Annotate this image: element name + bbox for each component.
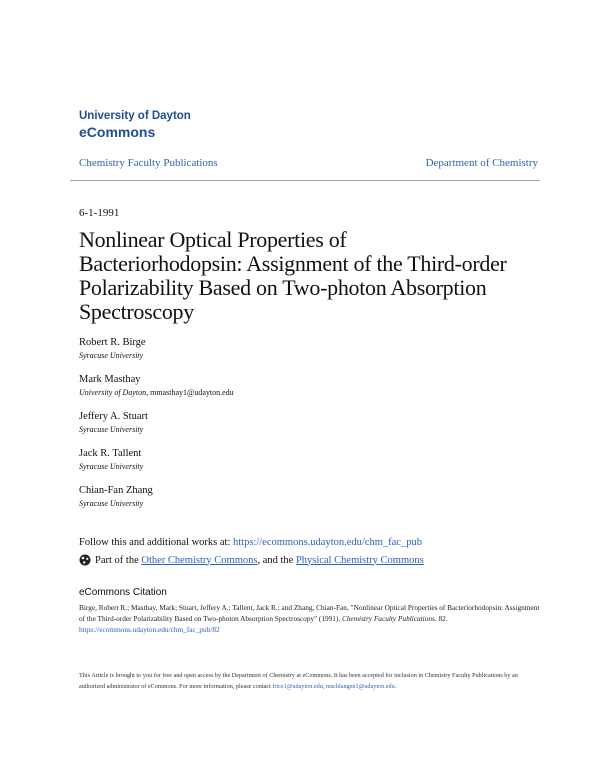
- department-of-chemistry-link[interactable]: Department of Chemistry: [425, 157, 538, 169]
- author-affiliation: Syracuse University: [79, 425, 144, 434]
- repository-name: eCommons: [79, 124, 156, 140]
- citation-journal: Chemistry Faculty Publications: [342, 614, 435, 623]
- author-name: Jack R. Tallent: [79, 448, 142, 459]
- author-name: Robert R. Birge: [79, 337, 146, 348]
- follow-prefix: Follow this and additional works at:: [79, 537, 233, 548]
- author-entry: [79, 447, 549, 484]
- access-notice-text: This Article is brought to you for free and open access by the Department of Chemistry at eCommons. It has been accepted for inclusion in Chemistry Faculty Publications by an authorized administrator of eCommons. For more information, please contact: [79, 672, 518, 690]
- publication-date: 6-1-1991: [79, 207, 120, 219]
- part-of-prefix: Part of the: [95, 554, 139, 566]
- citation-number: . 82.: [434, 614, 448, 623]
- email-separator: ,: [322, 683, 326, 690]
- title-line: Bacteriorhodopsin: Assignment of the Third-order: [79, 251, 507, 276]
- notice-end: .: [394, 683, 397, 690]
- chemistry-faculty-publications-link[interactable]: Chemistry Faculty Publications: [79, 157, 218, 169]
- physical-chemistry-commons-link[interactable]: Physical Chemistry Commons: [295, 554, 424, 566]
- university-name: University of Dayton: [79, 110, 191, 122]
- author-affiliation: University of Dayton, mmasthay1@udayton.edu: [79, 388, 234, 397]
- author-name: Chian-Fan Zhang: [79, 485, 153, 496]
- citation-text: [79, 602, 541, 635]
- header-divider: [70, 180, 540, 181]
- author-name: Jeffery A. Stuart: [79, 411, 148, 422]
- access-notice: [79, 670, 541, 692]
- contact-email-1-link[interactable]: frice1@udayton.edu: [272, 683, 323, 690]
- author-entry: [79, 410, 549, 447]
- author-entry: [79, 336, 549, 373]
- author-email: , mmasthay1@udayton.edu: [146, 388, 234, 397]
- author-entry: [79, 484, 549, 521]
- author-list: [79, 336, 549, 521]
- title-line: Spectroscopy: [79, 299, 194, 324]
- author-affiliation: Syracuse University: [79, 462, 144, 471]
- title-line: Nonlinear Optical Properties of: [79, 227, 347, 252]
- author-affiliation: Syracuse University: [79, 499, 144, 508]
- title-line: Polarizability Based on Two-photon Absorption: [79, 275, 487, 300]
- commons-network-icon: [79, 554, 91, 566]
- contact-email-2-link[interactable]: mschlangen1@udayton.edu: [325, 683, 395, 690]
- paper-title: [79, 228, 549, 324]
- author-affiliation: Syracuse University: [79, 351, 144, 360]
- citation-heading: eCommons Citation: [79, 587, 167, 598]
- citation-body: Birge, Robert R.; Masthay, Mark; Stuart, Jeffery A.; Tallent, Jack R.; and Zhang, Chian-Fan, "Nonlinear Optical Properties of Bacteriorhodopsin: Assignment of the Third-order Polarizability Based on Two-photon Absorption Spectroscopy" (1991).: [79, 603, 540, 623]
- part-of-line: [79, 554, 424, 566]
- author-entry: [79, 373, 549, 410]
- author-name: Mark Masthay: [79, 374, 141, 385]
- follow-line: [79, 537, 422, 548]
- part-of-middle: , and the: [257, 554, 294, 566]
- other-chemistry-commons-link[interactable]: Other Chemistry Commons: [141, 554, 258, 566]
- citation-url-link[interactable]: https://ecommons.udayton.edu/chm_fac_pub/82: [79, 625, 220, 634]
- collection-url-link[interactable]: https://ecommons.udayton.edu/chm_fac_pub: [233, 537, 422, 548]
